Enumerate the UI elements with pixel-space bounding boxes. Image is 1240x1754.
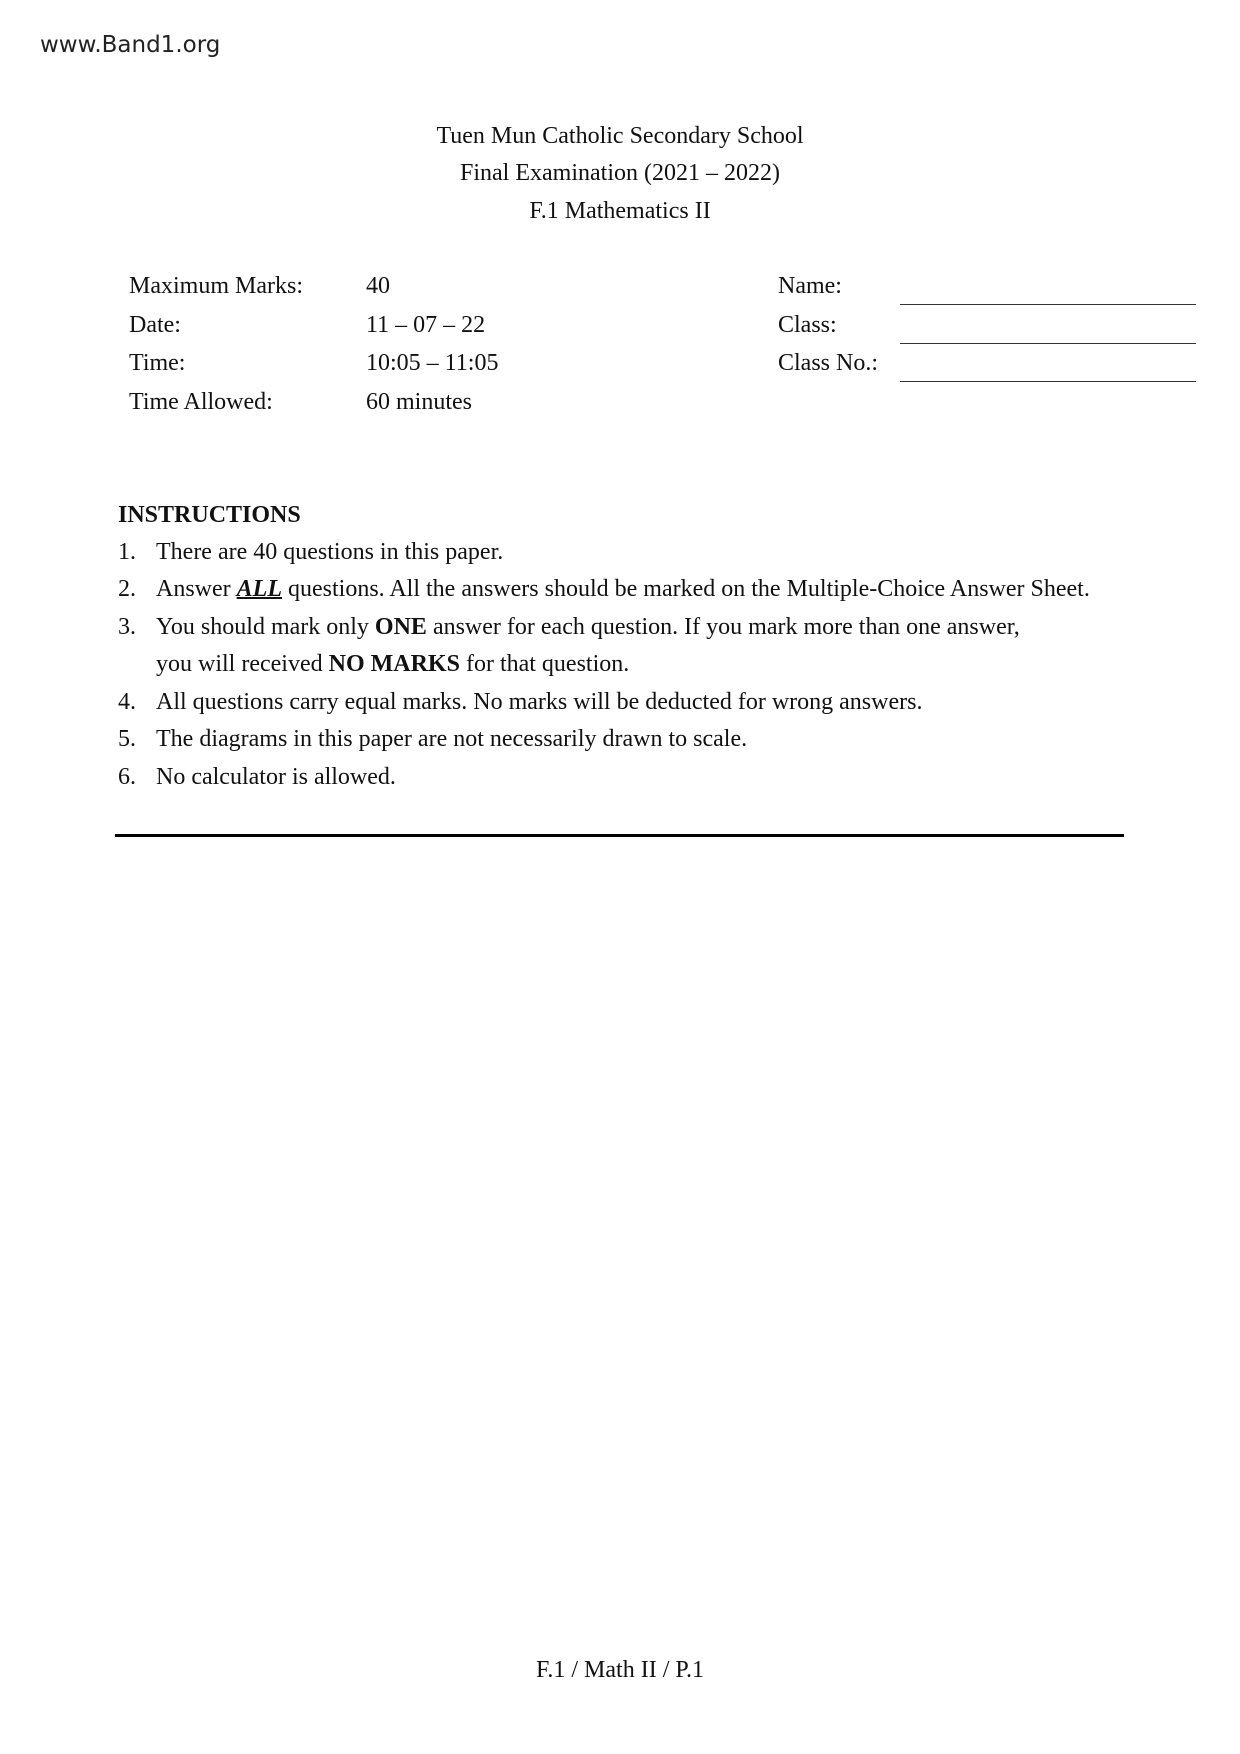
- info-label: Time Allowed:: [129, 389, 273, 415]
- emphasis: ALL: [236, 576, 282, 602]
- text: answer for each question. If you mark more than one answer,: [426, 614, 1020, 640]
- item-number: 1.: [118, 539, 136, 565]
- exam-title: Final Examination (2021 – 2022): [460, 160, 780, 186]
- name-field[interactable]: [900, 304, 1196, 305]
- instruction-text: There are 40 questions in this paper.: [156, 539, 504, 565]
- item-number: 3.: [118, 614, 136, 640]
- info-value: 10:05 – 11:05: [366, 350, 499, 376]
- class-no-label: Class No.:: [778, 350, 879, 376]
- class-field[interactable]: [900, 343, 1196, 344]
- instruction-text: All questions carry equal marks. No marks will be deducted for wrong answers.: [156, 689, 923, 715]
- info-value: 11 – 07 – 22: [366, 312, 486, 338]
- instruction-text: [156, 614, 1020, 641]
- class-no-field[interactable]: [900, 381, 1196, 382]
- info-value: 40: [366, 273, 390, 299]
- item-number: 2.: [118, 576, 136, 602]
- info-label: Maximum Marks:: [129, 273, 303, 299]
- text: you will received: [156, 651, 329, 677]
- text: for that question.: [459, 651, 630, 677]
- instructions-heading: INSTRUCTIONS: [118, 502, 301, 528]
- item-number: 5.: [118, 726, 136, 752]
- item-number: 6.: [118, 764, 136, 790]
- instruction-text: The diagrams in this paper are not necessarily drawn to scale.: [156, 726, 748, 752]
- class-label: Class:: [778, 312, 837, 338]
- text: You should mark only: [156, 614, 375, 640]
- text: Answer: [156, 576, 237, 602]
- info-value: 60 minutes: [366, 389, 472, 415]
- item-number: 4.: [118, 689, 136, 715]
- page-footer: F.1 / Math II / P.1: [535, 1657, 705, 1683]
- divider: [115, 834, 1124, 837]
- school-name: Tuen Mun Catholic Secondary School: [436, 123, 804, 149]
- emphasis: ONE: [374, 614, 427, 640]
- instruction-text: [156, 576, 1090, 603]
- subject-title: F.1 Mathematics II: [529, 198, 711, 224]
- name-label: Name:: [778, 273, 842, 299]
- watermark: www.Band1.org: [40, 32, 221, 58]
- info-label: Time:: [129, 350, 186, 376]
- info-label: Date:: [129, 312, 181, 338]
- instruction-text: [156, 651, 629, 678]
- emphasis: NO MARKS: [328, 651, 460, 677]
- text: questions. All the answers should be marked on the Multiple-Choice Answer Sheet.: [281, 576, 1090, 602]
- instruction-text: No calculator is allowed.: [156, 764, 396, 790]
